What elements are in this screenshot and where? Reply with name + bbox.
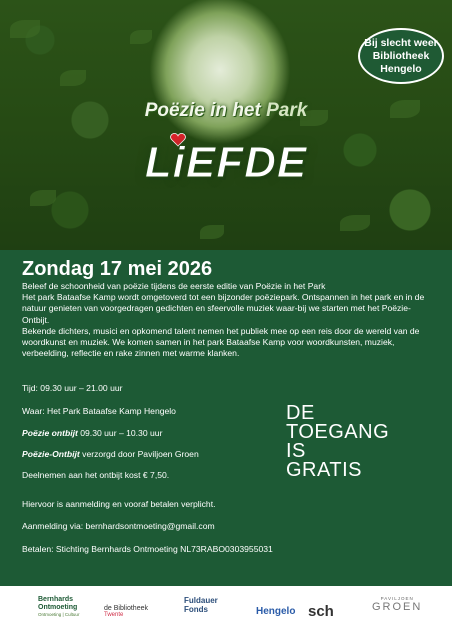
badge-line-3: Hengelo (380, 62, 422, 75)
logo-fuldauer-line-2: Fonds (184, 605, 208, 614)
logo-bernhards-text: Bernhards Ontmoeting (38, 596, 78, 611)
payment-info: Betalen: Stichting Bernhards Ontmoeting NL73RABO0303955031 (22, 544, 273, 554)
weather-badge (358, 28, 444, 84)
logo-bibliotheek-sub: Twente (104, 611, 124, 618)
info-panel (0, 250, 452, 586)
subtitle-park: Park (266, 100, 308, 121)
admission-line-2: TOEGANG (286, 421, 390, 443)
event-subtitle (0, 100, 452, 122)
registration-note: Hiervoor is aanmelding en vooraf betalen verplicht. (22, 499, 216, 509)
admission-line-1: DE (286, 402, 315, 424)
logo-paviljoen-sub: PAVILJOEN (380, 596, 414, 601)
logo-bibliotheek-text: de Bibliotheek (104, 604, 148, 612)
event-date: Zondag 17 mei 2026 (22, 258, 213, 280)
logo-fuldauer-fonds (184, 596, 218, 626)
event-title: LiEFDE (144, 138, 308, 187)
registration-email: Aanmelding via: bernhardsontmoeting@gmail.com (22, 521, 215, 531)
intro-line-3: Bekende dichters, musici en opkomend talent nemen het publiek mee op een reis door de wereld van de woordkunst en muziek. We komen samen in het park Bataafse Kamp voor woordkunsten, muziek, verbeelding, reflectie en rake zinnen met warme klanken. (22, 325, 420, 359)
event-place: Waar: Het Park Bataafse Kamp Hengelo (22, 406, 176, 416)
event-intro (22, 281, 434, 359)
free-admission (286, 404, 426, 480)
breakfast-price: Deelnemen aan het ontbijt kost € 7,50. (22, 470, 170, 480)
breakfast-time (22, 428, 162, 439)
logo-paviljoen-groen (372, 596, 422, 626)
badge-line-1: Bij slecht weer (364, 36, 438, 49)
logo-bibliotheek (104, 596, 148, 626)
sponsor-strip (0, 586, 452, 640)
logo-hengelo: Hengelo (256, 605, 296, 617)
logo-fuldauer-line-1: Fuldauer (184, 596, 218, 605)
intro-line-1: Beleef de schoonheid van poëzie tijdens de eerste editie van Poëzie in het Park (22, 281, 326, 291)
breakfast-time-value: 09.30 uur – 10.30 uur (77, 428, 163, 438)
logo-bernhards-sub: Ontmoeting | Cultuur (38, 612, 80, 617)
hero-image (0, 0, 452, 250)
logo-sch: sch (308, 602, 334, 620)
logo-paviljoen-text: GROEN (372, 601, 423, 613)
admission-line-3: IS (286, 440, 306, 462)
catering-text: verzorgd door Paviljoen Groen (79, 449, 199, 459)
breakfast-catering (22, 449, 199, 460)
breakfast-label: Poëzie ontbijt (22, 428, 78, 438)
logo-bernhards-ontmoeting (38, 596, 79, 626)
admission-line-4: GRATIS (286, 459, 362, 481)
badge-line-2: Bibliotheek (372, 49, 430, 62)
subtitle-text: Poëzie in het (144, 100, 267, 121)
catering-label: Poëzie-Ontbijt (22, 449, 80, 459)
intro-line-2: Het park Bataafse Kamp wordt omgetoverd tot een bijzonder poëziepark. Ontspannen in het park en in de natuur genieten van voorgedragen gedichten en sfeervolle muziek waar-bij we starten met het Poëzie-Ontbijt. (22, 292, 425, 325)
event-time: Tijd: 09.30 uur – 21.00 uur (22, 383, 123, 393)
